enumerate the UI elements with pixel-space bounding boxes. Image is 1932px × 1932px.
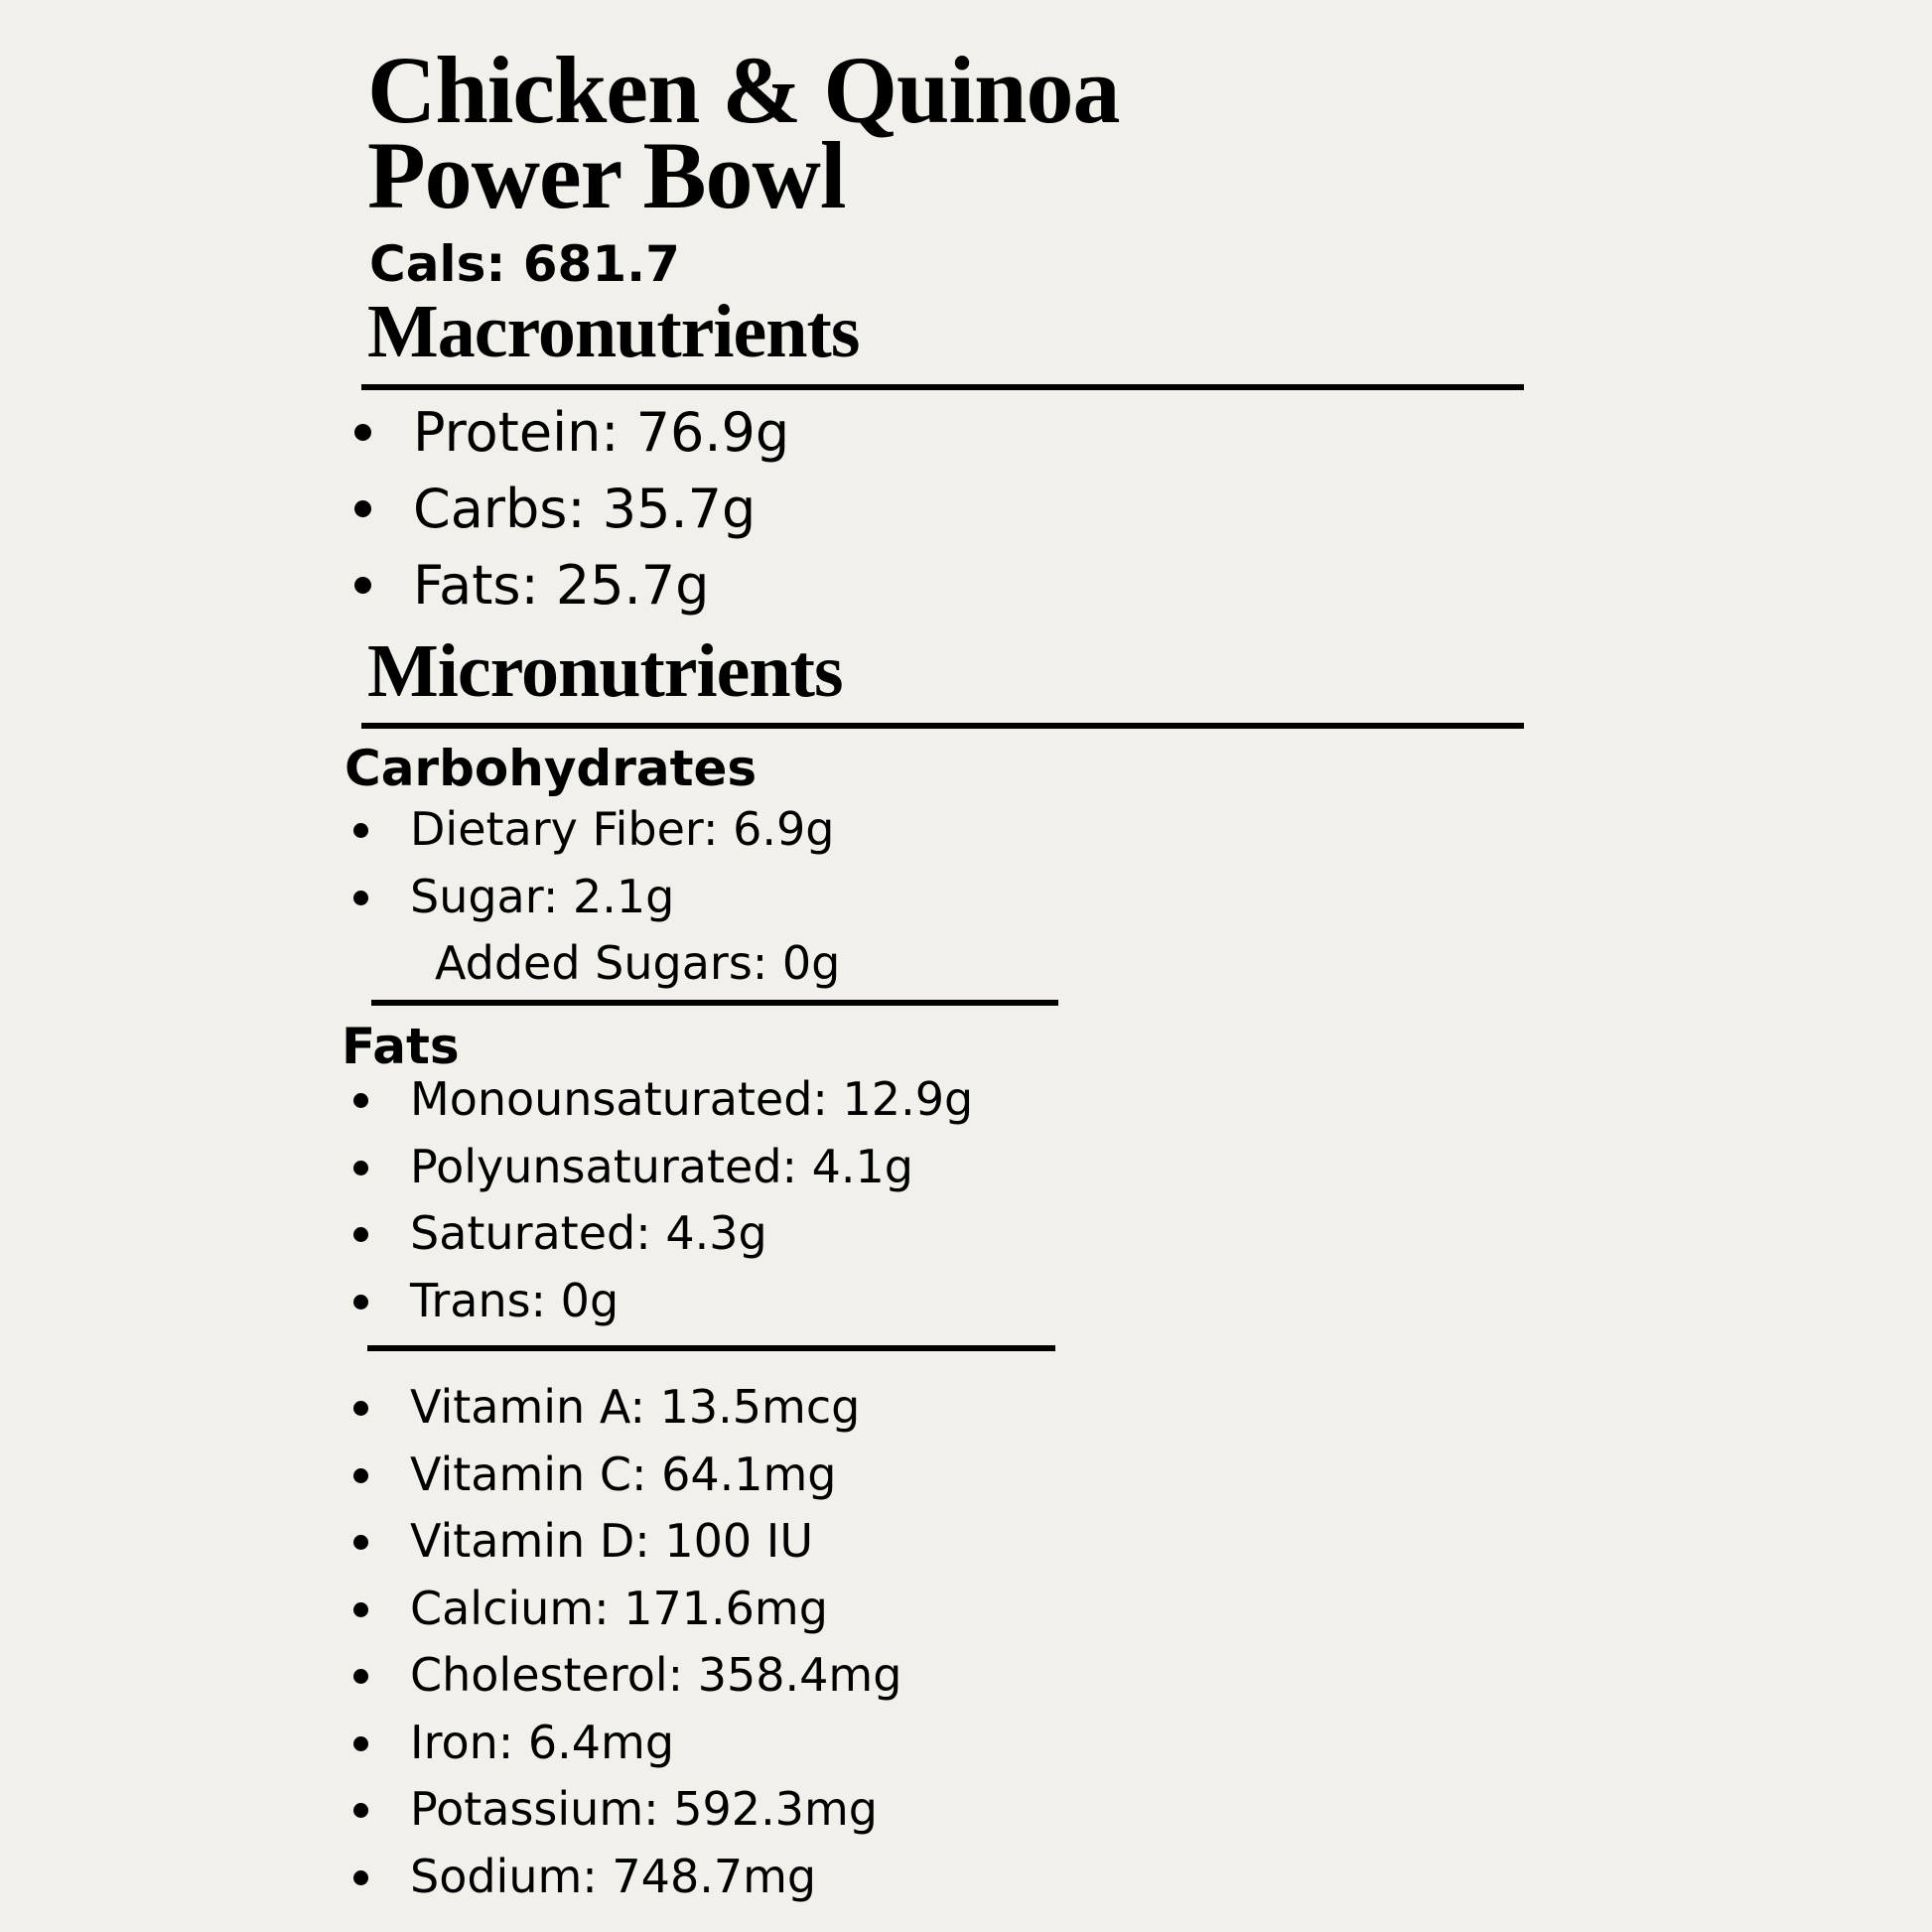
- vitamins-minerals-list: [353, 1374, 901, 1910]
- calcium: Calcium: 171.6mg: [410, 1581, 828, 1635]
- recipe-title-line-1: Chicken & Quinoa: [367, 37, 1120, 143]
- bullet-icon: [353, 1870, 368, 1885]
- vitamin-a: Vitamin A: 13.5mcg: [410, 1380, 861, 1434]
- recipe-title: [367, 37, 1120, 228]
- macronutrient-fats: Fats: 25.7g: [413, 554, 710, 617]
- fats-divider: [367, 1345, 1055, 1351]
- bullet-icon: [353, 1602, 368, 1617]
- macronutrients-heading: Macronutrients: [367, 290, 860, 373]
- bullet-icon: [353, 1669, 368, 1684]
- macronutrient-protein: Protein: 76.9g: [413, 401, 790, 464]
- recipe-title-line-2: Power Bowl: [367, 122, 846, 228]
- list-item: [353, 1442, 901, 1509]
- list-item: [354, 547, 789, 623]
- list-item: [354, 394, 789, 471]
- carbohydrates-list: [353, 796, 834, 930]
- added-sugars: Added Sugars: 0g: [435, 936, 841, 990]
- sodium: Sodium: 748.7mg: [410, 1849, 817, 1903]
- cholesterol: Cholesterol: 358.4mg: [410, 1648, 902, 1702]
- list-item: [353, 1844, 901, 1911]
- list-item: [353, 1268, 973, 1335]
- sugar: Sugar: 2.1g: [410, 869, 675, 923]
- polyunsaturated-fat: Polyunsaturated: 4.1g: [410, 1139, 914, 1193]
- trans-fat: Trans: 0g: [410, 1273, 620, 1327]
- fats-list: [353, 1066, 973, 1334]
- bullet-icon: [354, 424, 371, 441]
- bullet-icon: [353, 1803, 368, 1818]
- dietary-fiber: Dietary Fiber: 6.9g: [410, 802, 835, 856]
- bullet-icon: [353, 823, 368, 838]
- list-item: [353, 1710, 901, 1777]
- list-item: [353, 864, 834, 931]
- list-item: [353, 1642, 901, 1710]
- vitamin-d: Vitamin D: 100 IU: [410, 1514, 814, 1568]
- vitamin-c: Vitamin C: 64.1mg: [410, 1447, 837, 1501]
- bullet-icon: [353, 1535, 368, 1550]
- calories-label: Cals: 681.7: [369, 235, 680, 293]
- bullet-icon: [353, 1401, 368, 1416]
- carbohydrates-heading: Carbohydrates: [345, 740, 758, 797]
- bullet-icon: [353, 1295, 368, 1310]
- fats-heading: Fats: [342, 1018, 460, 1075]
- bullet-icon: [353, 1227, 368, 1242]
- list-item: [353, 796, 834, 864]
- carbohydrates-divider: [371, 1000, 1058, 1006]
- list-item: [353, 1134, 973, 1201]
- bullet-icon: [353, 1161, 368, 1175]
- bullet-icon: [353, 1093, 368, 1108]
- bullet-icon: [353, 1468, 368, 1483]
- bullet-icon: [354, 500, 371, 517]
- monounsaturated-fat: Monounsaturated: 12.9g: [410, 1072, 974, 1126]
- list-item: [353, 1776, 901, 1844]
- bullet-icon: [353, 891, 368, 905]
- saturated-fat: Saturated: 4.3g: [410, 1206, 767, 1260]
- bullet-icon: [354, 577, 371, 594]
- micronutrients-divider: [361, 723, 1524, 729]
- macronutrients-divider: [361, 384, 1524, 390]
- micronutrients-heading: Micronutrients: [367, 629, 843, 713]
- macronutrients-list: [354, 394, 789, 623]
- list-item: [353, 1200, 973, 1268]
- bullet-icon: [353, 1736, 368, 1751]
- list-item: [354, 471, 789, 547]
- list-item: [353, 1576, 901, 1643]
- list-item: [353, 1508, 901, 1576]
- list-item: [353, 1374, 901, 1442]
- iron: Iron: 6.4mg: [410, 1715, 675, 1769]
- potassium: Potassium: 592.3mg: [410, 1782, 878, 1836]
- macronutrient-carbs: Carbs: 35.7g: [413, 478, 757, 540]
- list-item: [353, 1066, 973, 1134]
